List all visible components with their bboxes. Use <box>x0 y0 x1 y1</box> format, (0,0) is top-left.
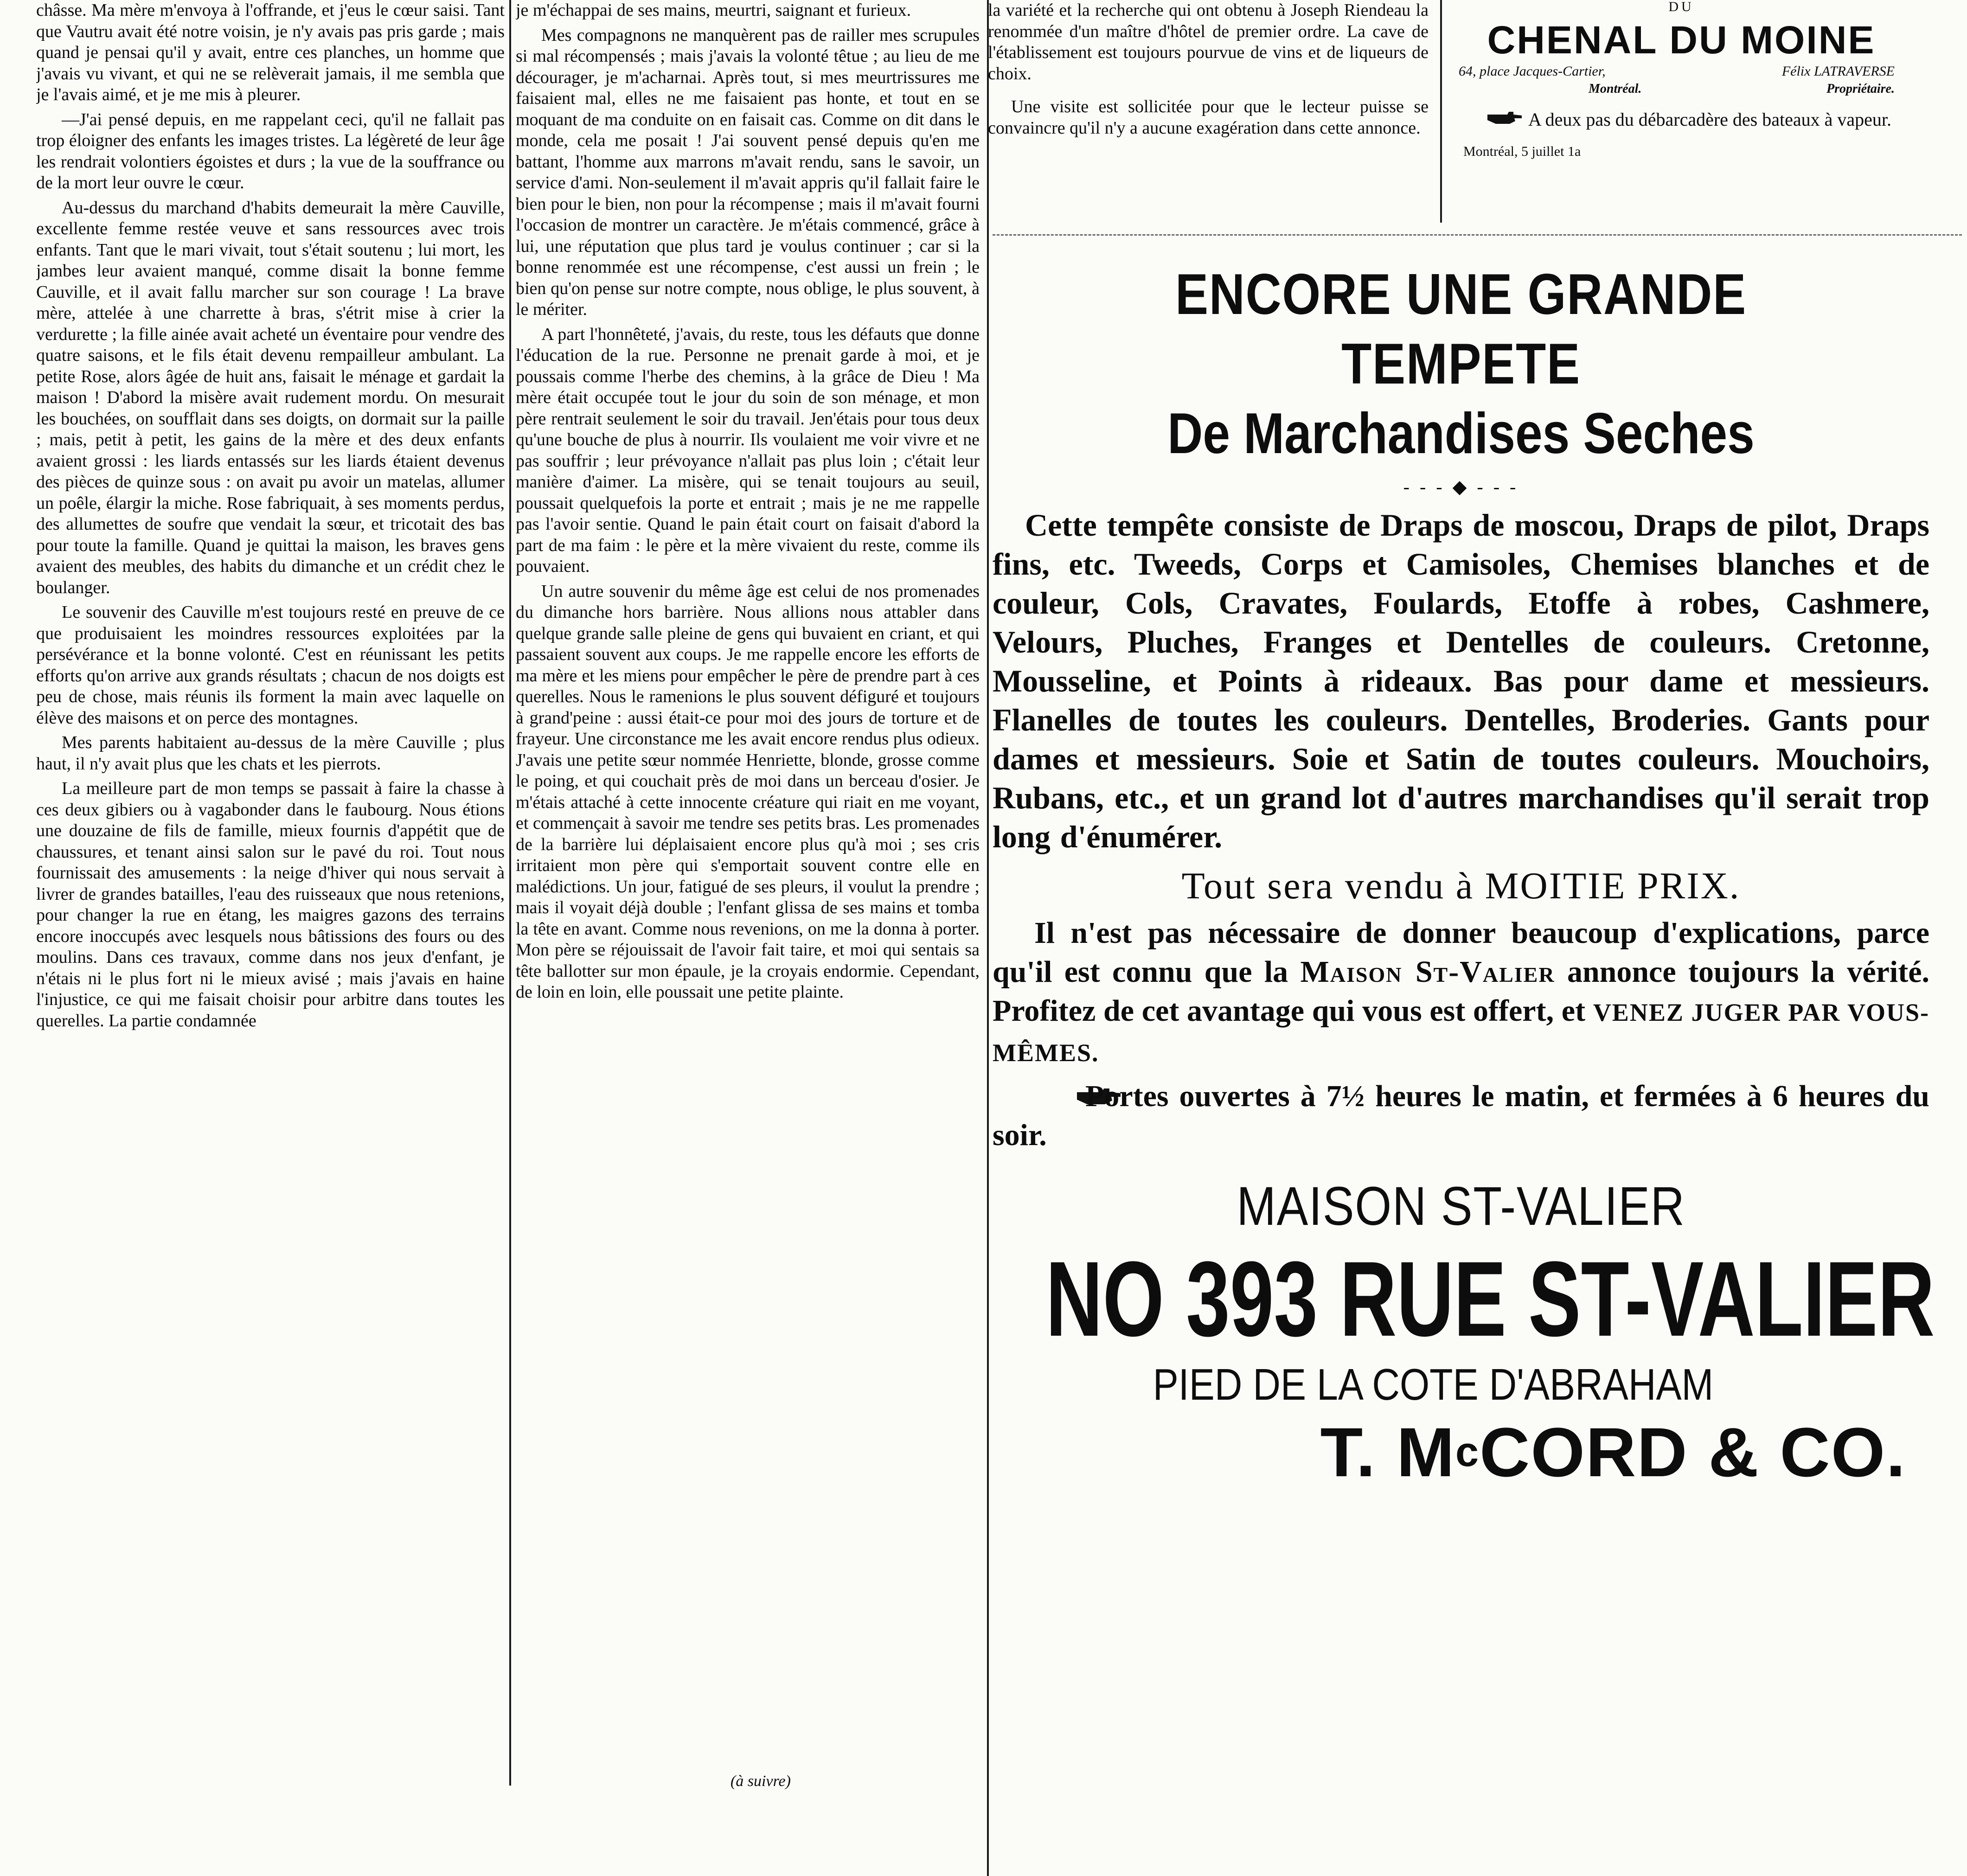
hotel-address: 64, place Jacques-Cartier, <box>1459 64 1606 79</box>
ad-address: NO 393 RUE ST-VALIER <box>1045 1239 1935 1358</box>
ad-body-2-part1: Il n'est pas nécessaire de donner beaucoup d'explications, parce qu'il est connu que la <box>993 916 1929 989</box>
hotel-date: Montréal, 5 juillet 1a <box>1463 144 1581 159</box>
paragraph: —J'ai pensé depuis, en me rappelant ceci, qu'il ne fallait pas trop éloigner des enfants les images tristes. La légèreté de leur âge les rendrait volontiers égoistes et durs ; la vue de la souffrance ou de la mort leur ouvre le cœur. <box>36 109 505 192</box>
hotel-city-row <box>1449 81 1913 97</box>
ad-subheadline: De Marchandises Seches <box>1167 402 1755 466</box>
column-divider <box>509 0 511 1786</box>
paragraph: Une visite est sollicitée pour que le lecteur puisse se convaincre qu'il n'y a aucune exagération dans cette annonce. <box>988 97 1429 138</box>
column-3-text <box>988 0 1429 139</box>
ad-body-2 <box>993 914 1929 1072</box>
ad-invitation: VENEZ JUGER PAR VOUS-MÊMES. <box>993 999 1929 1067</box>
hotel-advertisement <box>1449 0 1913 160</box>
hotel-city: Montréal. <box>1589 82 1642 96</box>
ad-firm-prefix: T. M <box>1320 1413 1455 1491</box>
ad-price-line: Tout sera vendu à MOITIE PRIX. <box>1181 864 1741 907</box>
hotel-name: CHENAL DU MOINE <box>1487 18 1876 62</box>
ad-body-2-part2: annonce toujours la vérité. Profitez de cet avantage qui vous est offert, et <box>993 955 1930 1028</box>
paragraph: La meilleure part de mon temps se passait à faire la chasse à ces deux gibiers ou à vagabonder dans le faubourg. Nous étions une douzaine de fils de famille, mieux fournis d'appétit que de chaussures, et tenant ainsi salon sur le pavé du roi. Tout nous fournissait des amusements : la neige d'hiver qui nous servait à livrer de grandes batailles, l'eau des ruisseaux que nous retenions, pour changer la rue en étang, les maigres gazons des terrains encore inoccupés avec lesquels nous bâtissions des fours ou des moulins. Dans ces travaux, comme dans nos jeux d'enfant, je n'étais ni le plus fort ni le mieux avisé ; mais j'avais en haine l'injustice, ce qui me faisait choisir pour arbitre dans toutes les querelles. La partie condamnée <box>36 779 505 1031</box>
ad-store-name-inline: Maison St-Valier <box>1300 955 1555 989</box>
paragraph: Un autre souvenir du même âge est celui de nos promenades du dimanche hors barrière. Nous allions nous attabler dans quelque grande salle pleine de gens qui buvaient en criant, et qui passaient souvent aux coups. Je me rappelle encore les efforts de ma mère et les miens pour empêcher le père de prendre part à ces querelles. Nous le ramenions le plus souvent défiguré et toujours à grand'peine : aussi était-ce pour moi des jours de torture et de frayeur. Une circonstance me les avait encore rendus plus odieux. J'avais une petite sœur nommée Henriette, blonde, grosse comme le poing, et qui couchait près de moi dans un berceau d'osier. Je m'étais attaché à cette innocente créature qui riait en me voyant, et commençait à savoir me tendre ses petits bras. Les promenades de la barrière lui déplaisaient encore plus qu'à moi ; ses cris irritaient mon père qui s'emportait souvent contre elle en malédictions. Un jour, fatigué de ses pleurs, il voulut la prendre ; mais il voyait déjà double ; l'enfant glissa de ses mains et tomba la tête en avant. Comme nous revenions, on me la donna à porter. Mon père se réjouissait de l'avoir fait taire, et moi qui sentais sa tête ballotter sur mon épaule, je la croyais endormie. Cependant, de loin en loin, elle poussait une petite plainte. <box>516 581 980 1002</box>
column-2-text <box>516 0 980 1758</box>
paragraph: châsse. Ma mère m'envoya à l'offrande, et j'eus le cœur saisi. Tant que Vautru avait été notre voisin, je n'y avais pas pris garde ; mais quand je pensai qu'il y avait, entre ces planches, un homme que j'avais vu vivant, et qui ne se relèverait jamais, il me sembla que je l'avais aimé, et je me mis à pleurer. <box>36 0 505 104</box>
hotel-owner-title: Propriétaire. <box>1826 82 1895 96</box>
ad-hours: Portes ouvertes à 7½ heures le matin, et fermées à 6 heures du soir. <box>993 1079 1929 1152</box>
paragraph: Mes parents habitaient au-dessus de la mère Cauville ; plus haut, il n'y avait plus que les chats et les pierrots. <box>36 733 505 774</box>
ad-firm-name <box>993 1413 1929 1492</box>
hotel-quai-text: A deux pas du débarcadère des bateaux à vapeur. <box>1528 109 1891 130</box>
hotel-address-row <box>1449 62 1913 81</box>
paragraph: Mes compagnons ne manquèrent pas de railler mes scrupules si mal récompensés ; mais j'avais la volonté têtue ; au lieu de me décourager, je m'acharnai. Après tout, si mes meurtrissures me faisaient mal, elles ne me faisaient pas honte, et tout en se moquant de ma conduite on en faisait cas. Comme on dit dans le monde, cela me posait ! J'ai souvent pensé depuis qu'en me battant, l'homme aux marrons m'avait rendu, sans le savoir, un service d'ami. Non-seulement il m'avait appris qu'il fallait faire le bien pour le bien, non pour la récompense ; mais il m'avait fourni l'occasion de montrer un caractère. Je m'étais commencé, grâce à lui, une réputation que plus tard je voulus continuer ; car si la bonne renommée est une récompense, c'est aussi un frein ; le bien qu'on pense sur notre compte, nous oblige, le plus souvent, à le mériter. <box>516 25 980 319</box>
pointing-hand-icon <box>1486 109 1528 131</box>
column-divider <box>987 0 989 1876</box>
hotel-owner: Félix LATRAVERSE <box>1781 64 1895 79</box>
paragraph: Le souvenir des Cauville m'est toujours resté en preuve de ce que produisaient les moindres ressources exploitées par la persévérance et la bonne volonté. C'est en réunissant les petits efforts qu'on arrive aux grands résultats ; chacun de nos doigts est peu de chose, mais réunis ils forment la main avec laquelle on élève des maisons et on perce des montagnes. <box>36 602 505 728</box>
ad-body: Cette tempête consiste de Draps de moscou, Draps de pilot, Draps fins, etc. Tweeds, Corps et Camisoles, Chemises blanches et de couleur, Cols, Cravates, Foulards, Etoffe à robes, Cashmere, Velours, Pluches, Franges et Dentelles de couleurs. Cretonne, Mousseline, et Points à rideaux. Bas pour dame et messieurs. Flanelles de toutes les couleurs. Dentelles, Broderies. Gants pour dames et messieurs. Soie et Satin de toutes couleurs. Mouchoirs, Rubans, etc., et un grand lot d'autres marchandises qu'il serait trop long d'énumérer. <box>993 507 1929 854</box>
ornament-divider: - - - ◆ - - - <box>1403 476 1519 497</box>
paragraph: Au-dessus du marchand d'habits demeurait la mère Cauville, excellente femme restée veuve et sans ressources avec trois enfants. Tant que le mari vivait, tout s'était soutenu ; lui mort, les jambes leur avaient manqué, comme disait la bonne femme Cauville, et il avait fallu marcher sur son courage ! La brave mère, attelée à une charrette à bras, s'étrit mise à crier la verdurette ; la fille ainée avait acheté un éventaire pour vendre des quatre saisons, et le fils était devenu rempailleur ambulant. La petite Rose, alors âgée de huit ans, faisait le ménage et gardait la maison ! D'abord la misère avait rudement mordu. On mesurait les bouchées, on soufflait dans ses doigts, on dormait sur la paille ; mais, petit à petit, les gains de la mère et des deux enfants avaient grossi : les liards entassés sur les liards étaient devenus des pièces de quinze sous : on avait pu avoir un matelas, allumer un poêle, élargir la miche. Rose fabriquait, à ses moments perdus, des allumettes de soufre que vendait la sœur, et tricotait des bas pour toute la famille. Quand je quittai la maison, les braves gens avaient des meubles, des habits du dimanche et un crédit chez le boulanger. <box>36 198 505 597</box>
paragraph: A part l'honnêteté, j'avais, du reste, tous les défauts que donne l'éducation de la rue. Personne ne prenait garde à moi, et je poussais comme l'herbe des chemins, à la grâce de Dieu ! Ma mère était occupée tout le jour du soin de son ménage, et mon père rentrait seulement le soir du travail. Jen'étais pour tous deux qu'une bouche de plus à nourrir. Ils voulaient me voir vivre et ne pas souffrir ; leur prévoyance n'allait pas plus loin ; c'était leur manière d'aimer. La misère, qui se tenait toujours au seuil, poussait quelquefois la porte et entrait ; mais je ne me rappelle pas l'avoir sentie. Quand le pain était court on faisait d'abord la part de ma faim : le père et la mère vivaient du reste, comme ils pouvaient. <box>516 324 980 576</box>
ad-headline: ENCORE UNE GRANDE TEMPETE <box>1175 263 1747 396</box>
ad-store-name: MAISON ST-VALIER <box>1237 1176 1685 1237</box>
hotel-location-note <box>1449 109 1913 131</box>
section-divider <box>993 234 1962 236</box>
ad-firm-suffix: CORD & CO. <box>1480 1413 1906 1491</box>
ad-hours-line <box>993 1077 1929 1155</box>
paragraph: je m'échappai de ses mains, meurtri, saignant et furieux. <box>516 0 911 20</box>
to-be-continued: (à suivre) <box>730 1773 791 1790</box>
column-1-text <box>36 0 505 1790</box>
ad-location: PIED DE LA COTE D'ABRAHAM <box>1153 1360 1714 1409</box>
paragraph: la variété et la recherche qui ont obtenu à Joseph Riendeau la renommée d'un maître d'hôtel de premier ordre. La cave de l'établissement est toujours pourvue de vins et de liqueurs de choix. <box>988 0 1429 83</box>
hotel-du: DU <box>1668 0 1694 14</box>
store-advertisement <box>993 260 1935 1492</box>
ad-firm-sup: c <box>1455 1429 1480 1475</box>
pointing-hand-icon <box>1034 1077 1085 1116</box>
column-divider <box>1440 0 1442 223</box>
